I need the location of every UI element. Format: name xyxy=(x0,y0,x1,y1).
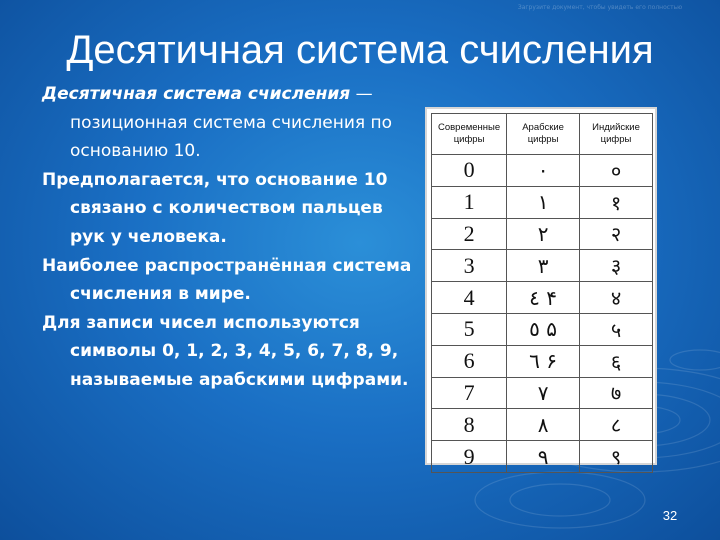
table-row xyxy=(432,186,653,218)
header-modern-digits: Современные цифры xyxy=(432,114,507,155)
indian-digit-cell: १ xyxy=(580,186,653,218)
indian-digit-cell: ६ xyxy=(580,345,653,377)
modern-digit-cell: 6 xyxy=(432,345,507,377)
table-header-row xyxy=(432,114,653,155)
table-row xyxy=(432,441,653,473)
modern-digit-cell: 4 xyxy=(432,282,507,314)
arabic-digit-cell: ٩ xyxy=(507,441,580,473)
arabic-digit-cell: ٤ ۴ xyxy=(507,282,580,314)
arabic-digit-cell: ٠ xyxy=(507,155,580,187)
indian-digit-cell: ९ xyxy=(580,441,653,473)
table-row xyxy=(432,282,653,314)
modern-digit-cell: 9 xyxy=(432,441,507,473)
modern-digit-cell: 1 xyxy=(432,186,507,218)
bullet-definition xyxy=(42,80,422,166)
arabic-digit-cell: ٣ xyxy=(507,250,580,282)
table-row xyxy=(432,345,653,377)
slide-title: Десятичная система счисления xyxy=(66,28,654,72)
modern-digit-cell: 0 xyxy=(432,155,507,187)
bullet-definition-text: — позиционная система счисления по основанию 10. xyxy=(70,84,393,162)
arabic-digit-cell: ٢ xyxy=(507,218,580,250)
arabic-digit-cell: ٧ xyxy=(507,377,580,409)
modern-digit-cell: 5 xyxy=(432,313,507,345)
table-row xyxy=(432,250,653,282)
table-row xyxy=(432,218,653,250)
arabic-digit-cell: ٨ xyxy=(507,409,580,441)
table-row xyxy=(432,377,653,409)
indian-digit-cell: ५ xyxy=(580,313,653,345)
bullet-list xyxy=(42,80,422,395)
arabic-digit-cell: ٦ ۶ xyxy=(507,345,580,377)
page-number: 32 xyxy=(662,508,678,523)
indian-digit-cell: ७ xyxy=(580,377,653,409)
table-row xyxy=(432,409,653,441)
modern-digit-cell: 2 xyxy=(432,218,507,250)
indian-digit-cell: ८ xyxy=(580,409,653,441)
numerals-comparison-table xyxy=(425,107,657,470)
indian-digit-cell: ० xyxy=(580,155,653,187)
table-row xyxy=(432,155,653,187)
watermark-text: Загрузите документ, чтобы увидеть его полностью xyxy=(517,4,683,11)
header-arabic-digits: Арабские цифры xyxy=(507,114,580,155)
header-indian-digits: Индийские цифры xyxy=(580,114,653,155)
arabic-digit-cell: ١ xyxy=(507,186,580,218)
indian-digit-cell: ३ xyxy=(580,250,653,282)
bullet-popularity: Наиболее распространённая система счисления в мире. xyxy=(42,255,412,305)
arabic-digit-cell: ٥ ۵ xyxy=(507,313,580,345)
modern-digit-cell: 3 xyxy=(432,250,507,282)
modern-digit-cell: 8 xyxy=(432,409,507,441)
modern-digit-cell: 7 xyxy=(432,377,507,409)
bullet-definition-term: Десятичная система счисления xyxy=(42,84,351,104)
indian-digit-cell: ४ xyxy=(580,282,653,314)
bullet-symbols: Для записи чисел используются символы 0, 1, 2, 3, 4, 5, 6, 7, 8, 9, называемые арабскими цифрами. xyxy=(42,312,409,390)
bullet-fingers: Предполагается, что основание 10 связано с количеством пальцев рук у человека. xyxy=(42,169,388,247)
table-row xyxy=(432,313,653,345)
indian-digit-cell: २ xyxy=(580,218,653,250)
